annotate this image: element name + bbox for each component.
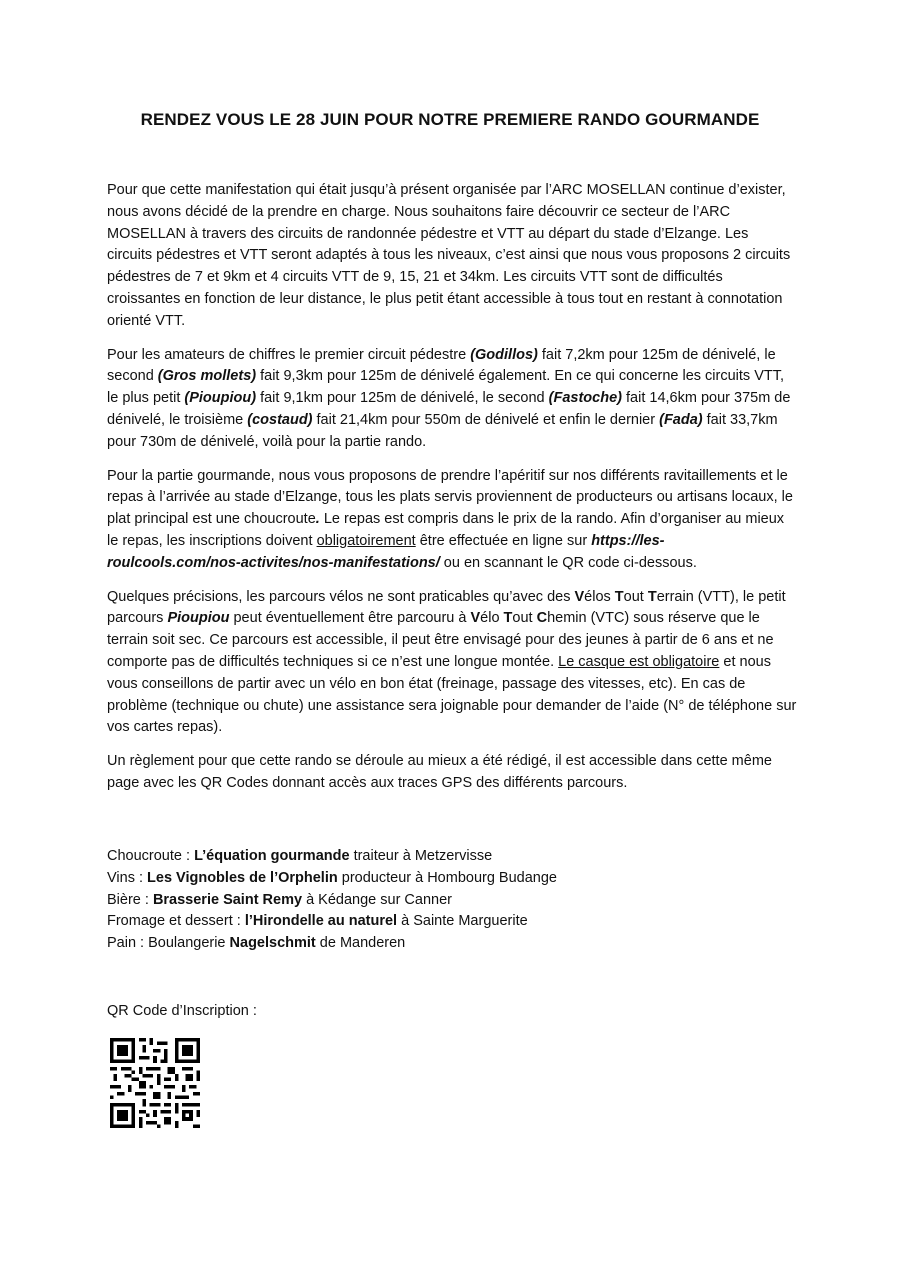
circuit-name: (Fada) xyxy=(659,411,703,428)
page-title: RENDEZ VOUS LE 28 JUIN POUR NOTRE PREMIERE RANDO GOURMANDE xyxy=(140,110,760,129)
paragraph-circuits: Pour les amateurs de chiffres le premier circuit pédestre (Godillos) fait 7,2km pour 125m de dénivelé, le second (Gros mollets) fait 9,3km pour 125m de dénivelé également. En ce qui concerne les circuits VTT, le plus petit (Pioupiou) fait 9,1km pour 125m de dénivelé, le second (Fastoche) fait 14,6km pour 375m de dénivelé, le troisième (costaud) fait 21,4km pour 550m de dénivelé et enfin le dernier (Fada) fait 33,7km pour 730m de dénivelé, voilà pour la partie rando. xyxy=(107,346,791,450)
paragraph-precisions: Quelques précisions, les parcours vélos ne sont praticables qu’avec des Vélos Tout Terrain (VTT), le petit parcours Pioupiou peut éventuellement être parcouru à Vélo Tout Chemin (VTC) sous réserve que le terrain soit sec. Ce parcours est accessible, il peut être envisagé pour des jeunes à partir de 6 ans et ne comporte pas de difficultés techniques si ce n’est une longue montée. Le casque est obligatoire et nous vous conseillons de partir avec un vélo en bon état (freinage, passage des vitesses, etc). En cas de problème (technique ou chute) une assistance sera joignable pour demander de l’aide (N° de téléphone sur vos cartes repas). xyxy=(107,588,797,736)
registration-link[interactable]: https://les-roulcools.com/nos-activites/nos-manifestations/ xyxy=(107,532,665,571)
circuit-name: (Godillos) xyxy=(470,346,538,363)
circuit-name: Pioupiou xyxy=(167,610,230,627)
paragraph-reglement: Un règlement pour que cette rando se déroule au mieux a été rédigé, il est accessible dans cette même page avec les QR Codes donnant accès aux traces GPS des différents parcours. xyxy=(107,753,772,791)
supplier-line: Choucroute : L’équation gourmande traiteur à Metzervisse xyxy=(107,848,493,864)
circuit-name: (Pioupiou) xyxy=(184,390,257,407)
circuit-name: (costaud) xyxy=(247,411,313,428)
supplier-line: Vins : Les Vignobles de l’Orphelin producteur à Hombourg Budange xyxy=(107,869,557,886)
supplier-line: Fromage et dessert : l’Hirondelle au naturel à Sainte Marguerite xyxy=(107,913,528,930)
qr-code-label: QR Code d’Inscription : xyxy=(107,1003,257,1019)
helmet-notice: Le casque est obligatoire xyxy=(558,653,720,670)
underlined-emphasis: obligatoirement xyxy=(316,532,416,549)
circuit-name: (Fastoche) xyxy=(548,390,622,407)
paragraph-gourmande: Pour la partie gourmande, nous vous proposons de prendre l’apéritif sur nos différents ravitaillements et le repas à l’arrivée au stade d’Elzange, tous les plats servis proviennent de producteurs ou artisans locaux, le plat principal est une choucroute. Le repas est compris dans le prix de la rando. Afin d’organiser au mieux le repas, les inscriptions doivent obligatoirement être effectuée en ligne sur https://les-roulcools.com/nos-activites/nos-manifestations/ ou en scannant le QR code ci-dessous. xyxy=(107,467,793,571)
paragraph-intro: Pour que cette manifestation qui était jusqu’à présent organisée par l’ARC MOSELLAN continue d’exister, nous avons décidé de la prendre en charge. Nous souhaitons faire découvrir ce secteur de l’ARC MOSELLAN à travers des circuits de randonnée pédestre et VTT au départ du stade d’Elzange. Les circuits pédestres et VTT seront adaptés à tous les niveaux, c’est ainsi que nous vous proposons 2 circuits pédestres de 7 et 9km et 4 circuits VTT de 9, 15, 21 et 34km. Les circuits VTT sont de difficultés croissantes en fonction de leur distance, le plus petit étant accessible à tous tout en restant à connotation orienté VTT. xyxy=(107,182,791,329)
qr-code-icon[interactable] xyxy=(110,1038,200,1128)
supplier-line: Bière : Brasserie Saint Remy à Kédange sur Canner xyxy=(107,891,452,908)
body-text xyxy=(107,180,797,807)
suppliers-list xyxy=(107,846,797,955)
circuit-name: (Gros mollets) xyxy=(157,368,257,385)
supplier-line: Pain : Boulangerie Nagelschmit de Manderen xyxy=(107,935,406,952)
